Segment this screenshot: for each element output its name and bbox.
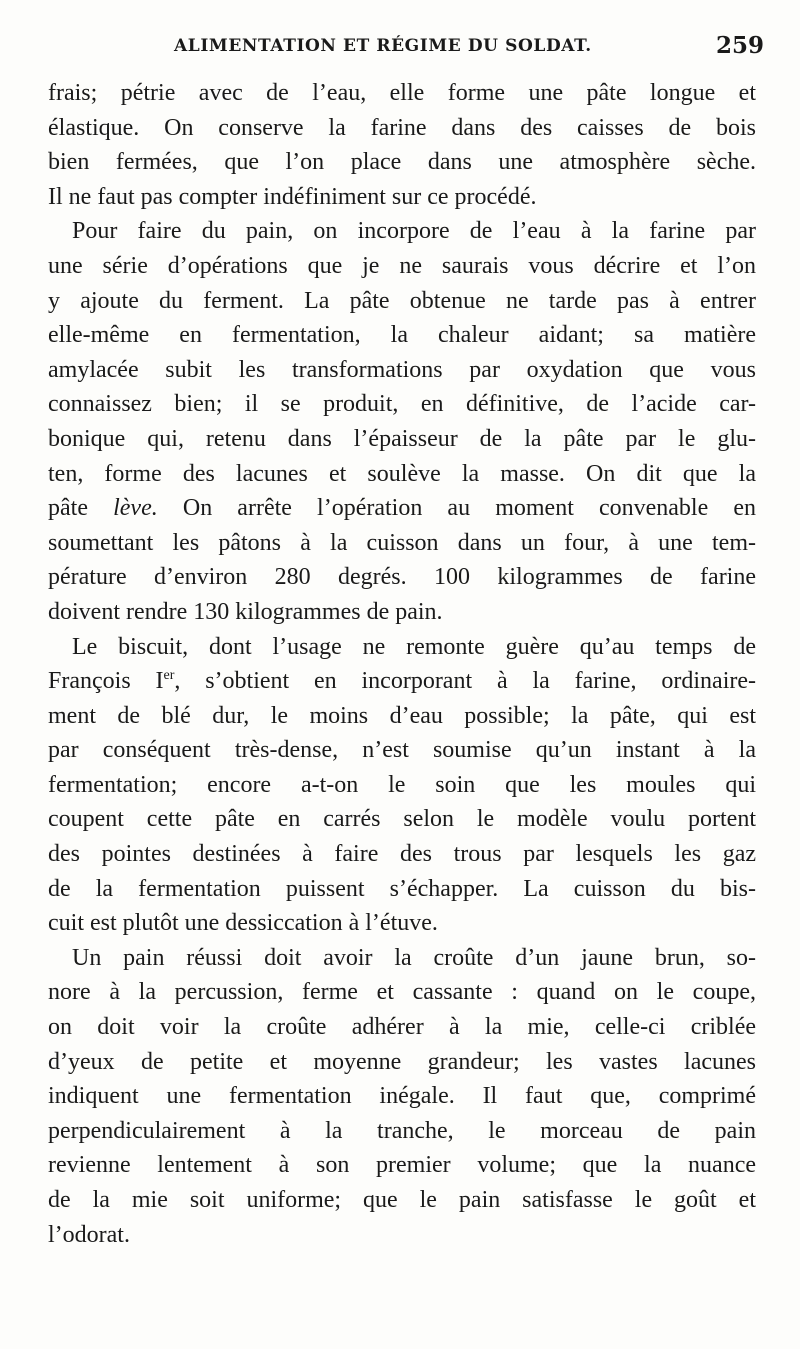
text-fragment: pâte (48, 495, 88, 522)
body-text (48, 76, 756, 1252)
page-number: 259 (715, 32, 764, 59)
text-line: elle-même en fermentation, la chaleur aidant; sa matière (48, 322, 756, 349)
text-line: Un pain réussi doit avoir la croûte d’un jaune brun, so- (72, 944, 756, 971)
page-header (48, 32, 768, 62)
text-line (48, 491, 756, 526)
text-line: y ajoute du ferment. La pâte obtenue ne tarde pas à entrer (48, 287, 756, 314)
text-line (48, 664, 756, 699)
superscript: er (163, 668, 175, 684)
text-line: de la mie soit uniforme; que le pain satisfasse le goût et (48, 1187, 756, 1213)
text-line: Il ne faut pas compter indéfiniment sur ce procédé. (48, 183, 537, 210)
text-line: soumettant les pâtons à la cuisson dans un four, à une tem- (48, 529, 756, 556)
text-line: amylacée subit les transformations par oxydation que vous (48, 356, 756, 383)
running-title: ALIMENTATION ET RÉGIME DU SOLDAT. (174, 36, 592, 56)
text-line: élastique. On conserve la farine dans des caisses de bois (48, 114, 756, 141)
text-fragment: On arrête l’opération au moment convenable en (182, 495, 757, 522)
text-line: indiquent une fermentation inégale. Il faut que, comprimé (48, 1083, 756, 1110)
text-line: connaissez bien; il se produit, en définitive, de l’acide car- (48, 391, 756, 418)
text-line: ment de blé dur, le moins d’eau possible; la pâte, qui est (48, 702, 756, 729)
text-line: Pour faire du pain, on incorpore de l’eau à la farine par (72, 218, 756, 245)
text-line: on doit voir la croûte adhérer à la mie, celle-ci criblée (48, 1014, 756, 1041)
text-fragment: , s’obtient en incorporant à la farine, ordinaire- (174, 668, 756, 695)
text-line: frais; pétrie avec de l’eau, elle forme une pâte longue et (48, 80, 756, 106)
text-line: de la fermentation puissent s’échapper. La cuisson du bis- (48, 875, 756, 902)
text-line: bonique qui, retenu dans l’épaisseur de la pâte par le glu- (48, 425, 756, 452)
text-line: Le biscuit, dont l’usage ne remonte guère qu’au temps de (72, 633, 756, 660)
text-fragment: François I (48, 668, 164, 695)
text-line: nore à la percussion, ferme et cassante : quand on le coupe, (48, 979, 756, 1006)
text-line: fermentation; encore a-t-on le soin que les moules qui (48, 771, 756, 798)
text-line: cuit est plutôt une dessiccation à l’étuve. (48, 910, 438, 937)
text-line: des pointes destinées à faire des trous par lesquels les gaz (48, 841, 756, 868)
text-line: l’odorat. (48, 1221, 130, 1248)
text-line: par conséquent très-dense, n’est soumise qu’un instant à la (48, 737, 756, 764)
text-line: revienne lentement à son premier volume; que la nuance (48, 1152, 756, 1179)
text-line: une série d’opérations que je ne saurais vous décrire et l’on (48, 252, 756, 279)
text-line: d’yeux de petite et moyenne grandeur; les vastes lacunes (48, 1048, 756, 1075)
italic-term: lève. (113, 495, 158, 522)
text-line: pérature d’environ 280 degrés. 100 kilogrammes de farine (48, 564, 756, 591)
text-line: perpendiculairement à la tranche, le morceau de pain (48, 1117, 756, 1144)
text-line: coupent cette pâte en carrés selon le modèle voulu portent (48, 806, 756, 833)
text-line: ten, forme des lacunes et soulève la masse. On dit que la (48, 460, 756, 487)
text-line: bien fermées, que l’on place dans une atmosphère sèche. (48, 149, 756, 176)
text-line: doivent rendre 130 kilogrammes de pain. (48, 598, 443, 625)
